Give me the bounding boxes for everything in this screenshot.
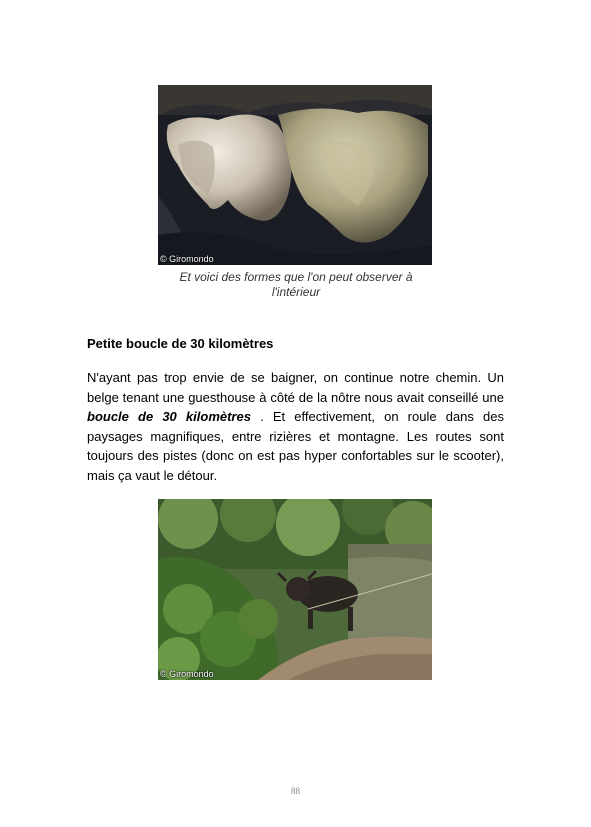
paragraph-text-before: N'ayant pas trop envie de se baigner, on continue notre chemin. Un belge tenant une guesthouse à côté de la nôtre nous avait conseillé une — [87, 370, 504, 405]
paragraph-highlight: boucle de 30 kilomètres — [87, 409, 251, 424]
section-heading: Petite boucle de 30 kilomètres — [87, 336, 274, 351]
cave-formations-image — [158, 85, 432, 265]
water-buffalo-image — [158, 499, 432, 680]
cave-photo — [158, 85, 432, 265]
photo-credit: © Giromondo — [160, 669, 214, 679]
buffalo-photo — [158, 499, 432, 680]
photo-caption: Et voici des formes que l'on peut observer à l'intérieur — [179, 270, 413, 299]
page-number: 88 — [291, 786, 300, 796]
paragraph-text-after: . Et effectivement, on roule dans des paysages magnifiques, entre rizières et montagne. Les routes sont toujours des pistes (donc on est pas hyper confortables sur le scooter), mais ça vaut le détour. — [87, 409, 504, 483]
photo-credit: © Giromondo — [160, 254, 214, 264]
body-paragraph — [87, 368, 504, 485]
